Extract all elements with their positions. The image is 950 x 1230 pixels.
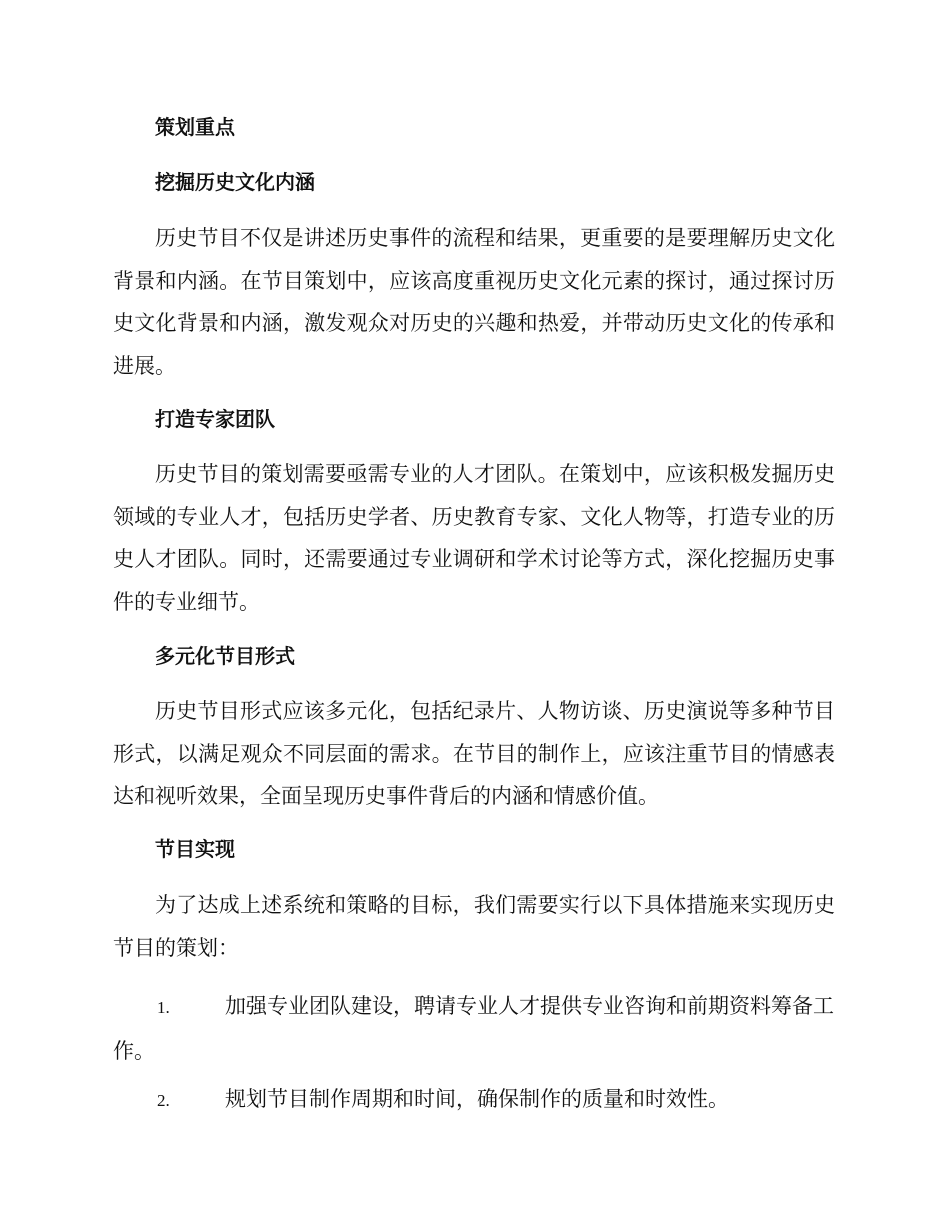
section-body-expert-team: 历史节目的策划需要亟需专业的人才团队。在策划中，应该积极发掘历史领域的专业人才，包括历史学者、历史教育专家、文化人物等，打造专业的历史人才团队。同时，还需要通过专业调研和学术讨论等方式，深化挖掘历史事件的专业细节。 (113, 462, 835, 614)
list-item-text: 规划节目制作周期和时间，确保制作的质量和时效性。 (225, 1087, 729, 1111)
list-item-number: 1. (157, 998, 170, 1017)
section-body-diverse-formats: 历史节目形式应该多元化，包括纪录片、人物访谈、历史演说等多种节目形式，以满足观众不同层面的需求。在节目的制作上，应该注重节目的情感表达和视听效果，全面呈现历史事件背后的内涵和情感价值。 (113, 699, 835, 808)
list-item-text: 加强专业团队建设，聘请专业人才提供专业咨询和前期资料筹备工作。 (113, 994, 834, 1063)
list-item (113, 985, 835, 1072)
heading-strategy-focus: 策划重点 (155, 115, 235, 139)
section-title-culture: 挖掘历史文化内涵 (155, 170, 315, 194)
list-item (113, 1078, 835, 1123)
implementation-intro: 为了达成上述系统和策略的目标，我们需要实行以下具体措施来实现历史节目的策划： (113, 893, 835, 960)
section-title-implementation: 节目实现 (155, 837, 235, 861)
list-item-number: 2. (157, 1091, 170, 1110)
section-title-expert-team: 打造专家团队 (155, 407, 275, 431)
section-body-culture: 历史节目不仅是讲述历史事件的流程和结果，更重要的是要理解历史文化背景和内涵。在节目策划中，应该高度重视历史文化元素的探讨，通过探讨历史文化背景和内涵，激发观众对历史的兴趣和热爱，并带动历史文化的传承和进展。 (113, 226, 835, 378)
section-title-diverse-formats: 多元化节目形式 (155, 644, 295, 668)
